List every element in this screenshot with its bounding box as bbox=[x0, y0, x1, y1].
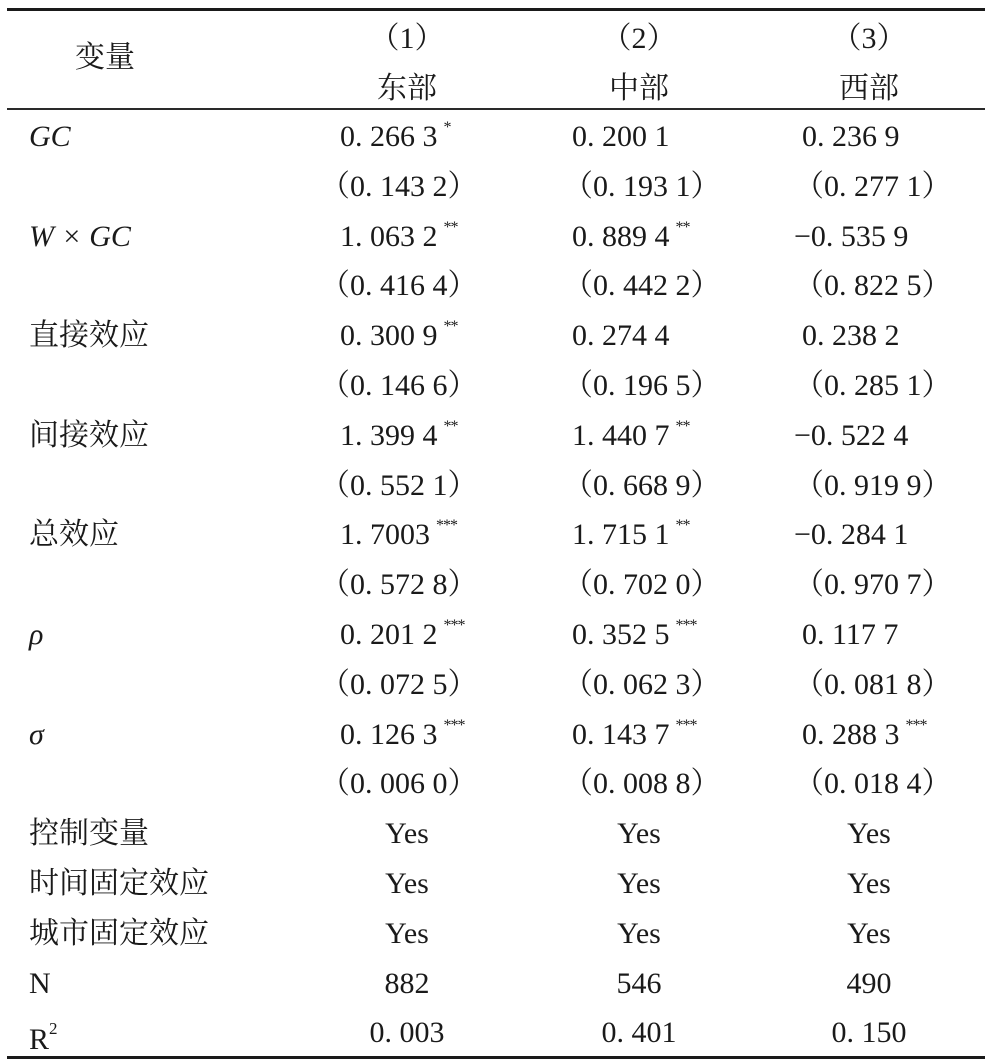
table-row-control bbox=[7, 859, 985, 909]
table-row-coef bbox=[7, 510, 985, 560]
se-cell: （0. 285 1） bbox=[794, 368, 952, 402]
table-row-coef bbox=[7, 411, 985, 461]
coef-cell: 0. 300 9 ** bbox=[340, 318, 458, 353]
table-row-control bbox=[7, 909, 985, 959]
coef-cell: 1. 399 4 ** bbox=[340, 417, 458, 452]
table-row-control bbox=[7, 809, 985, 859]
row-label: 控制变量 bbox=[29, 817, 149, 851]
row-label: 总效应 bbox=[29, 518, 119, 552]
column-region: 西部 bbox=[839, 72, 899, 105]
coef-cell: −0. 522 4 bbox=[794, 418, 909, 452]
significance-stars: *** bbox=[443, 616, 465, 634]
coef-cell: 0. 266 3 * bbox=[340, 119, 451, 153]
significance-stars: *** bbox=[436, 517, 457, 535]
se-cell: （0. 008 8） bbox=[563, 767, 721, 801]
significance-stars: ** bbox=[443, 318, 458, 336]
se-cell: （0. 146 6） bbox=[320, 368, 478, 402]
table-row-coef bbox=[7, 212, 985, 262]
column-header-3 bbox=[769, 17, 969, 111]
coef-cell: 0. 200 1 bbox=[572, 120, 670, 153]
coef-cell: 0. 201 2 *** bbox=[340, 616, 465, 651]
control-cell: Yes bbox=[385, 866, 429, 900]
table-row-se bbox=[7, 461, 985, 511]
table-row-r2 bbox=[7, 1008, 985, 1058]
significance-stars: ** bbox=[675, 417, 690, 435]
coef-cell: 1. 715 1 ** bbox=[572, 517, 690, 552]
control-cell: Yes bbox=[617, 916, 661, 950]
table-row-se bbox=[7, 759, 985, 809]
control-cell: Yes bbox=[847, 866, 891, 900]
coef-cell: 0. 236 9 bbox=[802, 120, 900, 153]
superscript: 2 bbox=[49, 1019, 58, 1039]
table-row-n bbox=[7, 959, 985, 1009]
control-cell: Yes bbox=[617, 866, 661, 900]
column-number: （2） bbox=[601, 22, 677, 55]
table-row-coef bbox=[7, 610, 985, 660]
column-header-1 bbox=[307, 17, 507, 111]
n-cell: 546 bbox=[616, 966, 662, 1000]
se-cell: （0. 193 1） bbox=[563, 169, 721, 203]
table-row-se bbox=[7, 560, 985, 610]
row-label: N bbox=[29, 966, 51, 1000]
significance-stars: *** bbox=[443, 716, 465, 734]
coef-cell: −0. 284 1 bbox=[794, 518, 909, 552]
row-label: 直接效应 bbox=[29, 319, 149, 353]
coef-cell: 0. 238 2 bbox=[802, 319, 900, 353]
significance-stars: ** bbox=[675, 517, 690, 535]
coef-cell: 1. 440 7 ** bbox=[572, 417, 690, 452]
se-cell: （0. 668 9） bbox=[563, 468, 721, 502]
significance-stars: ** bbox=[675, 218, 690, 236]
r2-cell: 0. 003 bbox=[369, 1016, 445, 1050]
significance-stars: * bbox=[443, 119, 451, 136]
se-cell: （0. 919 9） bbox=[794, 468, 952, 502]
coef-cell: 1. 063 2 ** bbox=[340, 218, 458, 253]
table-row-coef bbox=[7, 710, 985, 760]
significance-stars: *** bbox=[675, 616, 697, 634]
row-label: 间接效应 bbox=[29, 418, 149, 452]
significance-stars: *** bbox=[675, 716, 697, 734]
row-label: $R^2$ bbox=[29, 1019, 58, 1057]
r2-cell: 0. 150 bbox=[831, 1016, 907, 1050]
table-row-se bbox=[7, 660, 985, 710]
control-cell: Yes bbox=[847, 916, 891, 950]
row-label: ρ bbox=[29, 617, 44, 651]
coef-cell: 0. 889 4 ** bbox=[572, 218, 690, 253]
table-row-coef bbox=[7, 112, 985, 162]
column-number: （3） bbox=[831, 22, 907, 55]
significance-stars: *** bbox=[905, 716, 927, 734]
coef-cell: 1. 7003 *** bbox=[340, 517, 457, 552]
column-number: （1） bbox=[369, 22, 445, 55]
se-cell: （0. 442 2） bbox=[563, 269, 721, 303]
se-cell: （0. 416 4） bbox=[320, 269, 478, 303]
row-label: GC bbox=[29, 120, 71, 153]
se-cell: （0. 006 0） bbox=[320, 767, 478, 801]
table-row-se bbox=[7, 261, 985, 311]
coef-cell: 0. 126 3 *** bbox=[340, 716, 465, 751]
coef-cell: 0. 352 5 *** bbox=[572, 616, 697, 651]
control-cell: Yes bbox=[847, 817, 891, 851]
n-cell: 882 bbox=[384, 966, 430, 1000]
column-header-2 bbox=[539, 17, 739, 111]
control-cell: Yes bbox=[385, 916, 429, 950]
row-label: σ bbox=[29, 717, 44, 751]
significance-stars: ** bbox=[443, 417, 458, 435]
se-cell: （0. 062 3） bbox=[563, 667, 721, 701]
se-cell: （0. 552 1） bbox=[320, 468, 478, 502]
table-row-se bbox=[7, 361, 985, 411]
se-cell: （0. 072 5） bbox=[320, 667, 478, 701]
se-cell: （0. 018 4） bbox=[794, 767, 952, 801]
control-cell: Yes bbox=[385, 817, 429, 851]
row-label: 时间固定效应 bbox=[29, 866, 209, 900]
table-header bbox=[7, 11, 985, 108]
coef-cell: 0. 143 7 *** bbox=[572, 716, 697, 751]
coef-cell: −0. 535 9 bbox=[794, 219, 909, 253]
coef-cell: 0. 288 3 *** bbox=[802, 716, 927, 751]
coef-cell: 0. 274 4 bbox=[572, 319, 670, 353]
control-cell: Yes bbox=[617, 817, 661, 851]
n-cell: 490 bbox=[846, 966, 892, 1000]
se-cell: （0. 822 5） bbox=[794, 269, 952, 303]
se-cell: （0. 081 8） bbox=[794, 667, 952, 701]
regression-table bbox=[7, 8, 985, 1059]
significance-stars: ** bbox=[443, 218, 458, 236]
variable-column-header: 变量 bbox=[75, 41, 135, 74]
se-cell: （0. 277 1） bbox=[794, 169, 952, 203]
se-cell: （0. 970 7） bbox=[794, 568, 952, 602]
se-cell: （0. 572 8） bbox=[320, 568, 478, 602]
row-label: W × GC bbox=[29, 219, 131, 253]
column-region: 东部 bbox=[377, 72, 437, 105]
column-region: 中部 bbox=[609, 72, 669, 105]
table-row-se bbox=[7, 162, 985, 212]
se-cell: （0. 143 2） bbox=[320, 169, 478, 203]
r2-cell: 0. 401 bbox=[601, 1016, 677, 1050]
coef-cell: 0. 117 7 bbox=[802, 617, 899, 651]
se-cell: （0. 196 5） bbox=[563, 368, 721, 402]
table-body bbox=[7, 110, 985, 1058]
row-label: 城市固定效应 bbox=[29, 916, 209, 950]
se-cell: （0. 702 0） bbox=[563, 568, 721, 602]
table-row-coef bbox=[7, 311, 985, 361]
